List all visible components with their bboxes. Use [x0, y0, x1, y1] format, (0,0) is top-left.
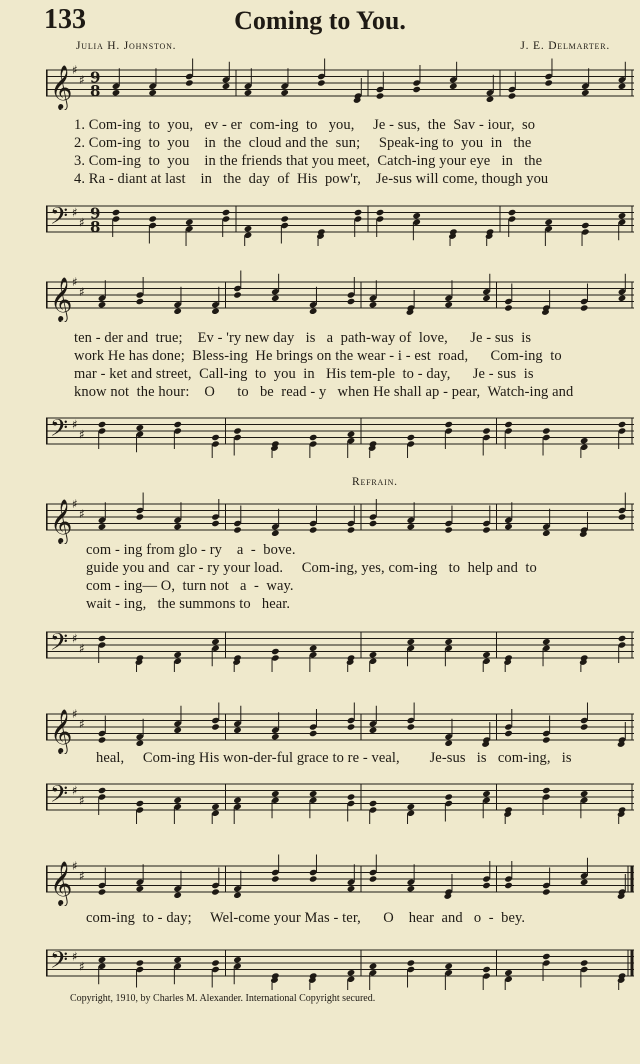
- notehead: [580, 790, 589, 797]
- lyric-line: heal, Com-ing His won-der-ful grace to re - veal, Je-sus is com-ing, is: [96, 750, 572, 766]
- bass-clef-icon: 𝄢: [50, 202, 69, 236]
- copyright-notice: Copyright, 1910, by Charles M. Alexander. International Copyright secured.: [70, 993, 376, 1004]
- notehead: [148, 215, 157, 222]
- notehead: [98, 787, 107, 794]
- treble-clef-icon: 𝄞: [50, 498, 73, 543]
- lyric-line: com - ing— O, turn not a - way.: [86, 578, 294, 594]
- notehead: [354, 209, 363, 216]
- notehead: [173, 797, 182, 804]
- notehead: [112, 89, 121, 96]
- notehead: [233, 956, 242, 963]
- notehead: [486, 96, 495, 103]
- notehead: [211, 638, 220, 645]
- staff-treble-2: [46, 268, 634, 322]
- staff-bass-4: [46, 770, 634, 824]
- notehead: [271, 733, 280, 740]
- staff-bass-1: [46, 192, 634, 246]
- lyric-line: com-ing to - day; Wel-come your Mas - ter, O hear and o - bey.: [86, 910, 526, 926]
- lyric-line: 1. Com-ing to you, ev - er com-ing to you, Je - sus, the Sav - iour, so: [74, 117, 536, 133]
- notehead: [581, 89, 590, 96]
- notehead: [233, 291, 242, 298]
- notehead: [233, 526, 242, 533]
- lyric-line: com - ing from glo - ry a - bove.: [86, 542, 296, 558]
- notehead: [504, 969, 513, 976]
- notehead: [542, 787, 551, 794]
- notehead: [347, 526, 356, 533]
- notehead: [309, 526, 318, 533]
- notehead: [233, 892, 242, 899]
- notehead: [504, 304, 513, 311]
- notehead: [211, 803, 220, 810]
- notehead: [618, 212, 627, 219]
- sharp-icon: ♯: [72, 205, 78, 220]
- notehead: [309, 434, 318, 441]
- sharp-icon: ♯: [72, 63, 78, 77]
- notehead: [244, 225, 253, 232]
- time-signature-top: 9: [90, 204, 101, 223]
- notehead: [136, 800, 145, 807]
- notehead: [444, 638, 453, 645]
- notehead: [98, 301, 107, 308]
- notehead: [317, 79, 326, 86]
- sharp-icon: ♯: [79, 506, 85, 521]
- notehead: [98, 635, 107, 642]
- hymn-number: 133: [44, 4, 86, 35]
- notehead: [136, 740, 145, 747]
- notehead: [544, 219, 553, 226]
- lyric-line: know not the hour: O to be read - y when He shall ap - pear, Watch-ing and: [74, 384, 574, 400]
- notehead: [369, 520, 378, 527]
- notehead: [444, 421, 453, 428]
- notehead: [136, 513, 145, 520]
- notehead: [271, 875, 280, 882]
- lyric-line: ten - der and true; Ev - 'ry new day is a path-way of love, Je - sus is: [74, 330, 532, 346]
- notehead: [580, 723, 589, 730]
- notehead: [618, 83, 627, 90]
- notehead: [309, 645, 318, 652]
- notehead: [280, 89, 289, 96]
- notehead: [407, 523, 416, 530]
- notehead: [369, 727, 378, 734]
- notehead: [271, 790, 280, 797]
- sharp-icon: ♯: [79, 427, 85, 442]
- notehead: [618, 513, 627, 520]
- notehead: [407, 638, 416, 645]
- bass-clef-icon: 𝄢: [50, 946, 69, 980]
- bass-clef-icon: 𝄢: [50, 780, 69, 814]
- sharp-icon: ♯: [72, 275, 78, 289]
- notehead: [412, 86, 421, 93]
- staff-bass-5: [46, 936, 634, 990]
- notehead: [369, 875, 378, 882]
- notehead: [580, 879, 589, 886]
- bass-clef-icon: 𝄢: [50, 414, 69, 448]
- notehead: [504, 421, 513, 428]
- notehead: [482, 295, 491, 302]
- notehead: [173, 523, 182, 530]
- notehead: [309, 875, 318, 882]
- notehead: [412, 212, 421, 219]
- notehead: [271, 530, 280, 537]
- notehead: [544, 79, 553, 86]
- notehead: [444, 740, 453, 747]
- notehead: [369, 963, 378, 970]
- notehead: [504, 730, 513, 737]
- notehead: [347, 793, 356, 800]
- notehead: [173, 892, 182, 899]
- lyric-line: 2. Com-ing to you in the cloud and the sun; Speak-ing to you in the: [74, 135, 532, 151]
- sharp-icon: ♯: [72, 417, 78, 432]
- notehead: [376, 92, 385, 99]
- sharp-icon: ♯: [79, 716, 85, 731]
- notehead: [211, 308, 220, 315]
- notehead: [542, 638, 551, 645]
- notehead: [542, 888, 551, 895]
- notehead: [444, 963, 453, 970]
- notehead: [112, 209, 121, 216]
- treble-clef-icon: 𝄞: [50, 64, 73, 109]
- notehead: [407, 803, 416, 810]
- notehead: [211, 888, 220, 895]
- notehead: [482, 526, 491, 533]
- notehead: [407, 885, 416, 892]
- notehead: [347, 885, 356, 892]
- sharp-icon: ♯: [72, 949, 78, 964]
- notehead: [508, 209, 517, 216]
- notehead: [185, 219, 194, 226]
- composer-credit: J. E. Delmarter.: [520, 40, 610, 52]
- notehead: [98, 956, 107, 963]
- notehead: [580, 959, 589, 966]
- lyric-line: wait - ing, the summons to hear.: [86, 596, 291, 612]
- notehead: [136, 298, 145, 305]
- notehead: [98, 736, 107, 743]
- notehead: [542, 953, 551, 960]
- notehead: [173, 651, 182, 658]
- lyric-line: guide you and car - ry your load. Com-ing, yes, com-ing to help and to: [86, 560, 537, 576]
- staff-bass-3: [46, 618, 634, 672]
- notehead: [347, 298, 356, 305]
- notehead: [618, 421, 627, 428]
- notehead: [369, 651, 378, 658]
- notehead: [347, 969, 356, 976]
- notehead: [222, 83, 231, 90]
- notehead: [185, 79, 194, 86]
- notehead: [542, 736, 551, 743]
- notehead: [482, 966, 491, 973]
- notehead: [233, 727, 242, 734]
- notehead: [504, 523, 513, 530]
- sharp-icon: ♯: [72, 707, 78, 721]
- notehead: [136, 885, 145, 892]
- notehead: [98, 421, 107, 428]
- notehead: [482, 882, 491, 889]
- refrain-label: Refrain.: [352, 476, 398, 488]
- sharp-icon: ♯: [79, 215, 85, 230]
- notehead: [280, 215, 289, 222]
- notehead: [136, 424, 145, 431]
- sharp-icon: ♯: [72, 783, 78, 798]
- notehead: [444, 301, 453, 308]
- lyric-line: 4. Ra - diant at last in the day of His pow'r, Je-sus will come, though you: [74, 171, 549, 187]
- treble-clef-icon: 𝄞: [50, 276, 73, 321]
- sharp-icon: ♯: [79, 868, 85, 883]
- notehead: [271, 295, 280, 302]
- notehead: [618, 635, 627, 642]
- notehead: [542, 530, 551, 537]
- notehead: [482, 427, 491, 434]
- notehead: [444, 526, 453, 533]
- time-signature-top: 9: [90, 68, 101, 87]
- lyricist-credit: Julia H. Johnston.: [76, 40, 177, 52]
- time-signature-bottom: 8: [90, 218, 101, 236]
- time-signature-bottom: 8: [90, 82, 101, 100]
- notehead: [376, 209, 385, 216]
- notehead: [444, 793, 453, 800]
- notehead: [136, 959, 145, 966]
- staff-treble-5: [46, 852, 634, 906]
- staff-treble-1: [46, 56, 634, 110]
- notehead: [173, 308, 182, 315]
- notehead: [309, 730, 318, 737]
- notehead: [618, 295, 627, 302]
- sharp-icon: ♯: [72, 497, 78, 511]
- notehead: [407, 723, 416, 730]
- lyric-line: work He has done; Bless-ing He brings on the wear - i - est road, Com-ing to: [74, 348, 562, 364]
- sharp-icon: ♯: [79, 284, 85, 299]
- notehead: [173, 727, 182, 734]
- notehead: [407, 959, 416, 966]
- treble-clef-icon: 𝄞: [50, 708, 73, 753]
- lyric-line: mar - ket and street, Call-ing to you in His tem-ple to - day, Je - sus is: [74, 366, 534, 382]
- notehead: [508, 92, 517, 99]
- bass-clef-icon: 𝄢: [50, 628, 69, 662]
- treble-clef-icon: 𝄞: [50, 860, 73, 905]
- sharp-icon: ♯: [79, 72, 85, 87]
- notehead: [580, 304, 589, 311]
- notehead: [173, 421, 182, 428]
- notehead: [482, 790, 491, 797]
- staff-treble-3: [46, 490, 634, 544]
- notehead: [233, 427, 242, 434]
- notehead: [581, 222, 590, 229]
- notehead: [449, 83, 458, 90]
- notehead: [482, 651, 491, 658]
- notehead: [211, 723, 220, 730]
- notehead: [369, 800, 378, 807]
- notehead: [98, 523, 107, 530]
- sharp-icon: ♯: [72, 859, 78, 873]
- notehead: [148, 89, 157, 96]
- sharp-icon: ♯: [79, 793, 85, 808]
- notehead: [98, 888, 107, 895]
- notehead: [369, 301, 378, 308]
- notehead: [173, 956, 182, 963]
- notehead: [211, 520, 220, 527]
- sharp-icon: ♯: [79, 641, 85, 656]
- notehead: [504, 882, 513, 889]
- sharp-icon: ♯: [79, 959, 85, 974]
- staff-treble-4: [46, 700, 634, 754]
- notehead: [309, 308, 318, 315]
- notehead: [309, 790, 318, 797]
- notehead: [244, 89, 253, 96]
- notehead: [222, 209, 231, 216]
- notehead: [347, 723, 356, 730]
- notehead: [271, 648, 280, 655]
- notehead: [233, 797, 242, 804]
- lyric-line: 3. Com-ing to you in the friends that you meet, Catch-ing your eye in the: [74, 153, 543, 169]
- notehead: [211, 434, 220, 441]
- notehead: [211, 959, 220, 966]
- notehead: [407, 434, 416, 441]
- notehead: [347, 431, 356, 438]
- notehead: [542, 427, 551, 434]
- notehead: [580, 437, 589, 444]
- hymn-title: Coming to You.: [234, 6, 406, 35]
- sharp-icon: ♯: [72, 631, 78, 646]
- staff-bass-2: [46, 404, 634, 458]
